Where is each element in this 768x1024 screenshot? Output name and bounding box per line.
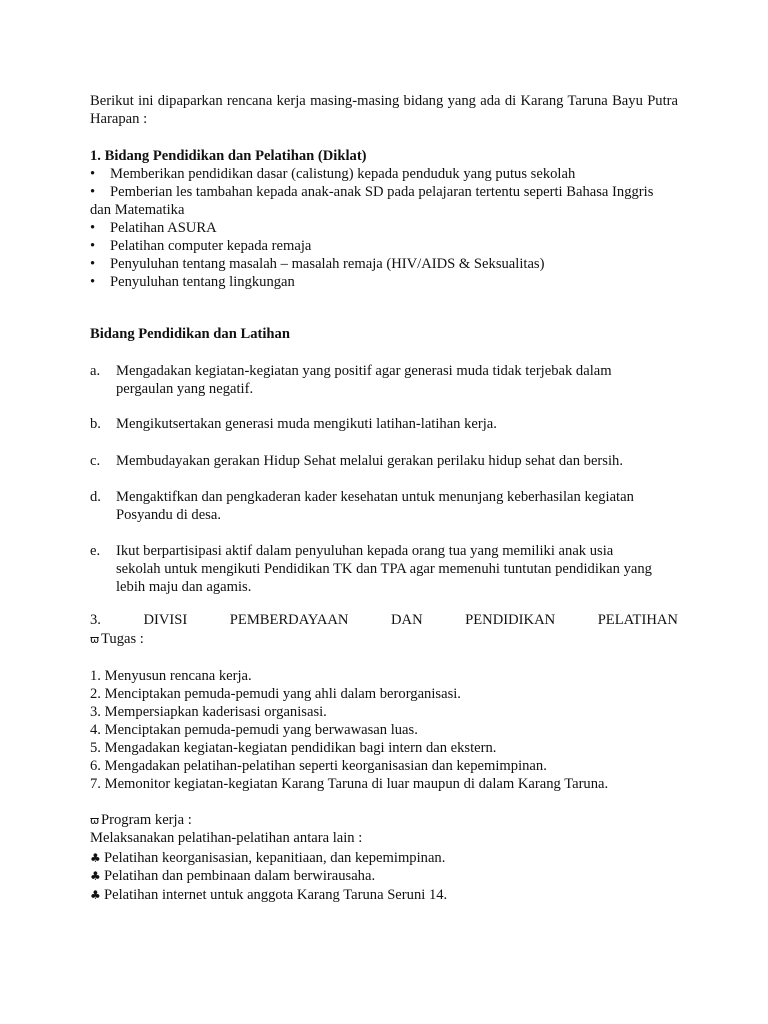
tugas-label: Tugas : <box>101 631 144 647</box>
heading-word: 3. <box>90 612 101 628</box>
task-item: 1. Menyusun rencana kerja. <box>90 668 252 684</box>
task-item: 4. Menciptakan pemuda-pemudi yang berwawasan luas. <box>90 722 418 738</box>
task-item: 5. Mengadakan kegiatan-kegiatan pendidikan bagi intern dan ekstern. <box>90 740 497 756</box>
heading-word: PELATIHAN <box>597 612 678 628</box>
bullet-symbol: • <box>90 184 96 200</box>
item-text <box>116 362 690 398</box>
section1-bullet <box>90 273 295 291</box>
item-line: Posyandu di desa. <box>116 507 221 523</box>
program-text: Pelatihan keorganisasian, kepanitiaan, dan kepemimpinan. <box>104 850 446 866</box>
bullet-text: Memberikan pendidikan dasar (calistung) kepada penduduk yang putus sekolah <box>110 166 576 182</box>
bullet-continuation: dan Matematika <box>90 202 185 218</box>
item-line: Ikut berpartisipasi aktif dalam penyuluhan kepada orang tua yang memiliki anak usia <box>116 543 614 559</box>
item-text <box>116 452 690 470</box>
bullet-text: Pelatihan ASURA <box>110 220 217 236</box>
item-line: Mengikutsertakan generasi muda mengikuti latihan-latihan kerja. <box>116 416 497 432</box>
heading-word: PEMBERDAYAAN <box>229 612 349 628</box>
program-label: Program kerja : <box>101 812 192 828</box>
section1-bullet <box>90 255 544 273</box>
task-item: 6. Mengadakan pelatihan-pelatihan seperti keorganisasian dan kepemimpinan. <box>90 758 547 774</box>
club-icon: ♣ <box>90 851 101 865</box>
section1-bullet <box>90 183 653 201</box>
task-item: 7. Memonitor kegiatan-kegiatan Karang Taruna di luar maupun di dalam Karang Taruna. <box>90 776 609 792</box>
program-label-line <box>90 811 192 830</box>
club-icon: ♣ <box>90 888 101 902</box>
item-line: Mengaktifkan dan pengkaderan kader kesehatan untuk menunjang keberhasilan kegiatan <box>116 489 634 505</box>
bullet-text: Penyuluhan tentang masalah – masalah remaja (HIV/AIDS & Seksualitas) <box>110 256 545 272</box>
item-line: sekolah untuk mengikuti Pendidikan TK dan TPA agar memenuhi tuntutan pendidikan yang <box>116 561 652 577</box>
item-line: lebih maju dan agamis. <box>116 579 252 595</box>
section2-heading: Bidang Pendidikan dan Latihan <box>90 326 290 342</box>
bullet-text: Penyuluhan tentang lingkungan <box>110 274 295 290</box>
item-label: b. <box>90 416 101 432</box>
item-text <box>116 415 690 433</box>
program-item <box>90 867 375 885</box>
bullet-symbol: • <box>90 166 96 182</box>
item-text <box>116 488 690 524</box>
program-item <box>90 849 445 867</box>
item-label: a. <box>90 363 101 379</box>
bullet-symbol: • <box>90 238 96 254</box>
item-line: pergaulan yang negatif. <box>116 381 254 397</box>
pi-marker-icon: ϖ <box>90 814 100 827</box>
bullet-symbol: • <box>90 274 96 290</box>
section1-bullet <box>90 237 311 255</box>
item-text <box>116 542 690 596</box>
club-icon: ♣ <box>90 869 101 883</box>
section1-bullet <box>90 219 217 237</box>
item-label: e. <box>90 543 101 559</box>
bullet-symbol: • <box>90 256 96 272</box>
bullet-text: Pemberian les tambahan kepada anak-anak SD pada pelajaran tertentu seperti Bahasa Inggris <box>110 184 654 200</box>
section1-bullet <box>90 165 575 183</box>
intro-paragraph: Berikut ini dipaparkan rencana kerja masing-masing bidang yang ada di Karang Taruna Bayu Putra Harapan : <box>90 93 678 127</box>
task-item: 2. Menciptakan pemuda-pemudi yang ahli dalam berorganisasi. <box>90 686 461 702</box>
heading-word: DAN <box>391 612 423 628</box>
item-line: Mengadakan kegiatan-kegiatan yang positif agar generasi muda tidak terjebak dalam <box>116 363 612 379</box>
bullet-text: Pelatihan computer kepada remaja <box>110 238 312 254</box>
program-text: Pelatihan internet untuk anggota Karang Taruna Seruni 14. <box>104 887 448 903</box>
heading-word: DIVISI <box>143 612 188 628</box>
item-label: c. <box>90 453 101 469</box>
pi-marker-icon: ϖ <box>90 633 100 646</box>
heading-word: PENDIDIKAN <box>465 612 556 628</box>
item-label: d. <box>90 489 101 505</box>
item-line: Membudayakan gerakan Hidup Sehat melalui gerakan perilaku hidup sehat dan bersih. <box>116 453 623 469</box>
tugas-label-line <box>90 630 144 649</box>
program-text: Pelatihan dan pembinaan dalam berwirausaha. <box>104 868 376 884</box>
task-item: 3. Mempersiapkan kaderisasi organisasi. <box>90 704 327 720</box>
section3-heading <box>90 611 678 629</box>
program-intro: Melaksanakan pelatihan-pelatihan antara lain : <box>90 830 363 846</box>
bullet-symbol: • <box>90 220 96 236</box>
program-item <box>90 886 447 904</box>
section1-heading: 1. Bidang Pendidikan dan Pelatihan (Diklat) <box>90 148 367 164</box>
